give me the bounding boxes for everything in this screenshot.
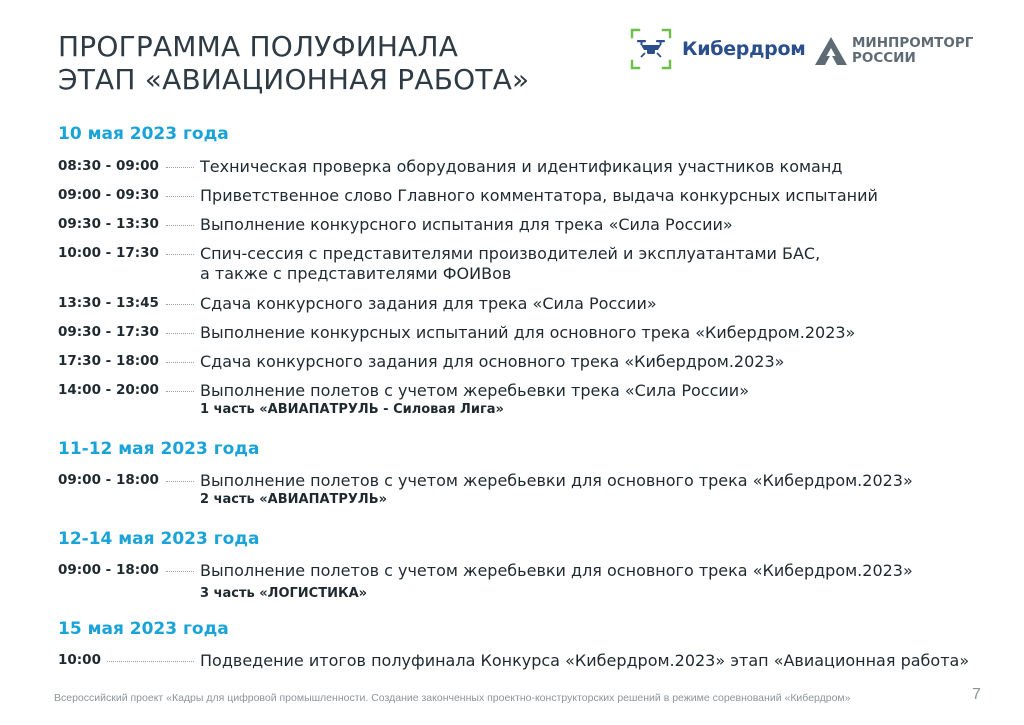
dotted-leader <box>166 391 194 392</box>
row-text: Выполнение конкурсного испытания для трека «Сила России» <box>200 215 733 234</box>
dotted-leader <box>166 167 194 168</box>
dotted-leader <box>166 225 194 226</box>
row-time: 09:30 - 13:30 <box>58 216 159 232</box>
dotted-leader <box>166 481 194 482</box>
row-text-continued: а также с представителями ФОИВов <box>200 264 512 283</box>
row-time: 09:30 - 17:30 <box>58 324 159 340</box>
footer-text: Всероссийский проект «Кадры для цифровой промышленности. Создание законченных проектно-конструкторских решений в режиме соревнований «Кибердром» <box>54 692 851 704</box>
page-title <box>58 30 529 96</box>
ministry-logo-text <box>852 36 973 66</box>
dotted-leader <box>107 661 194 662</box>
page-title-line-1: ПРОГРАММА ПОЛУФИНАЛА <box>58 30 459 63</box>
day-title-10-may: 10 мая 2023 года <box>58 124 229 144</box>
row-subtitle: 3 часть «ЛОГИСТИКА» <box>200 586 368 601</box>
dotted-leader <box>166 254 194 255</box>
row-time: 17:30 - 18:00 <box>58 353 159 369</box>
row-text: Приветственное слово Главного комментатора, выдача конкурсных испытаний <box>200 186 878 205</box>
dotted-leader <box>166 196 194 197</box>
dotted-leader <box>166 571 194 572</box>
row-text: Техническая проверка оборудования и идентификация участников команд <box>200 157 843 176</box>
day-title-11-12-may: 11-12 мая 2023 года <box>58 439 260 459</box>
row-time: 10:00 - 17:30 <box>58 245 159 261</box>
page-title-line-2: ЭТАП «АВИАЦИОННАЯ РАБОТА» <box>58 63 530 96</box>
ministry-logo-icon <box>814 36 848 66</box>
kiberdrom-drone-icon <box>630 28 672 70</box>
row-text: Выполнение полетов с учетом жеребьевки для основного трека «Кибердром.2023» <box>200 471 913 490</box>
row-subtitle: 2 часть «АВИАПАТРУЛЬ» <box>200 492 388 507</box>
logos <box>630 28 990 72</box>
kiberdrom-logo-text: Кибердром <box>682 38 806 60</box>
row-time: 14:00 - 20:00 <box>58 382 159 398</box>
dotted-leader <box>166 304 194 305</box>
row-text: Сдача конкурсного задания для трека «Сила России» <box>200 294 657 313</box>
row-text: Выполнение полетов с учетом жеребьевки для основного трека «Кибердром.2023» <box>200 561 913 580</box>
page-number: 7 <box>972 686 981 703</box>
dotted-leader <box>166 362 194 363</box>
row-subtitle: 1 часть «АВИАПАТРУЛЬ - Силовая Лига» <box>200 402 504 417</box>
ministry-logo-line-2: РОССИИ <box>852 50 916 66</box>
day-title-12-14-may: 12-14 мая 2023 года <box>58 529 260 549</box>
row-time: 09:00 - 18:00 <box>58 472 159 488</box>
row-time: 09:00 - 18:00 <box>58 562 159 578</box>
row-text: Выполнение полетов с учетом жеребьевки трека «Сила России» <box>200 381 749 400</box>
day-title-15-may: 15 мая 2023 года <box>58 619 229 639</box>
row-time: 13:30 - 13:45 <box>58 295 159 311</box>
row-text: Спич-сессия с представителями производителей и эксплуатантами БАС, <box>200 244 821 263</box>
row-time: 08:30 - 09:00 <box>58 158 159 174</box>
row-text: Подведение итогов полуфинала Конкурса «Кибердром.2023» этап «Авиационная работа» <box>200 651 970 670</box>
row-time: 09:00 - 09:30 <box>58 187 159 203</box>
ministry-logo-line-1: МИНПРОМТОРГ <box>852 35 974 51</box>
row-time: 10:00 <box>58 652 101 668</box>
row-text: Сдача конкурсного задания для основного трека «Кибердром.2023» <box>200 352 785 371</box>
dotted-leader <box>166 333 194 334</box>
row-text: Выполнение конкурсных испытаний для основного трека «Кибердром.2023» <box>200 323 856 342</box>
